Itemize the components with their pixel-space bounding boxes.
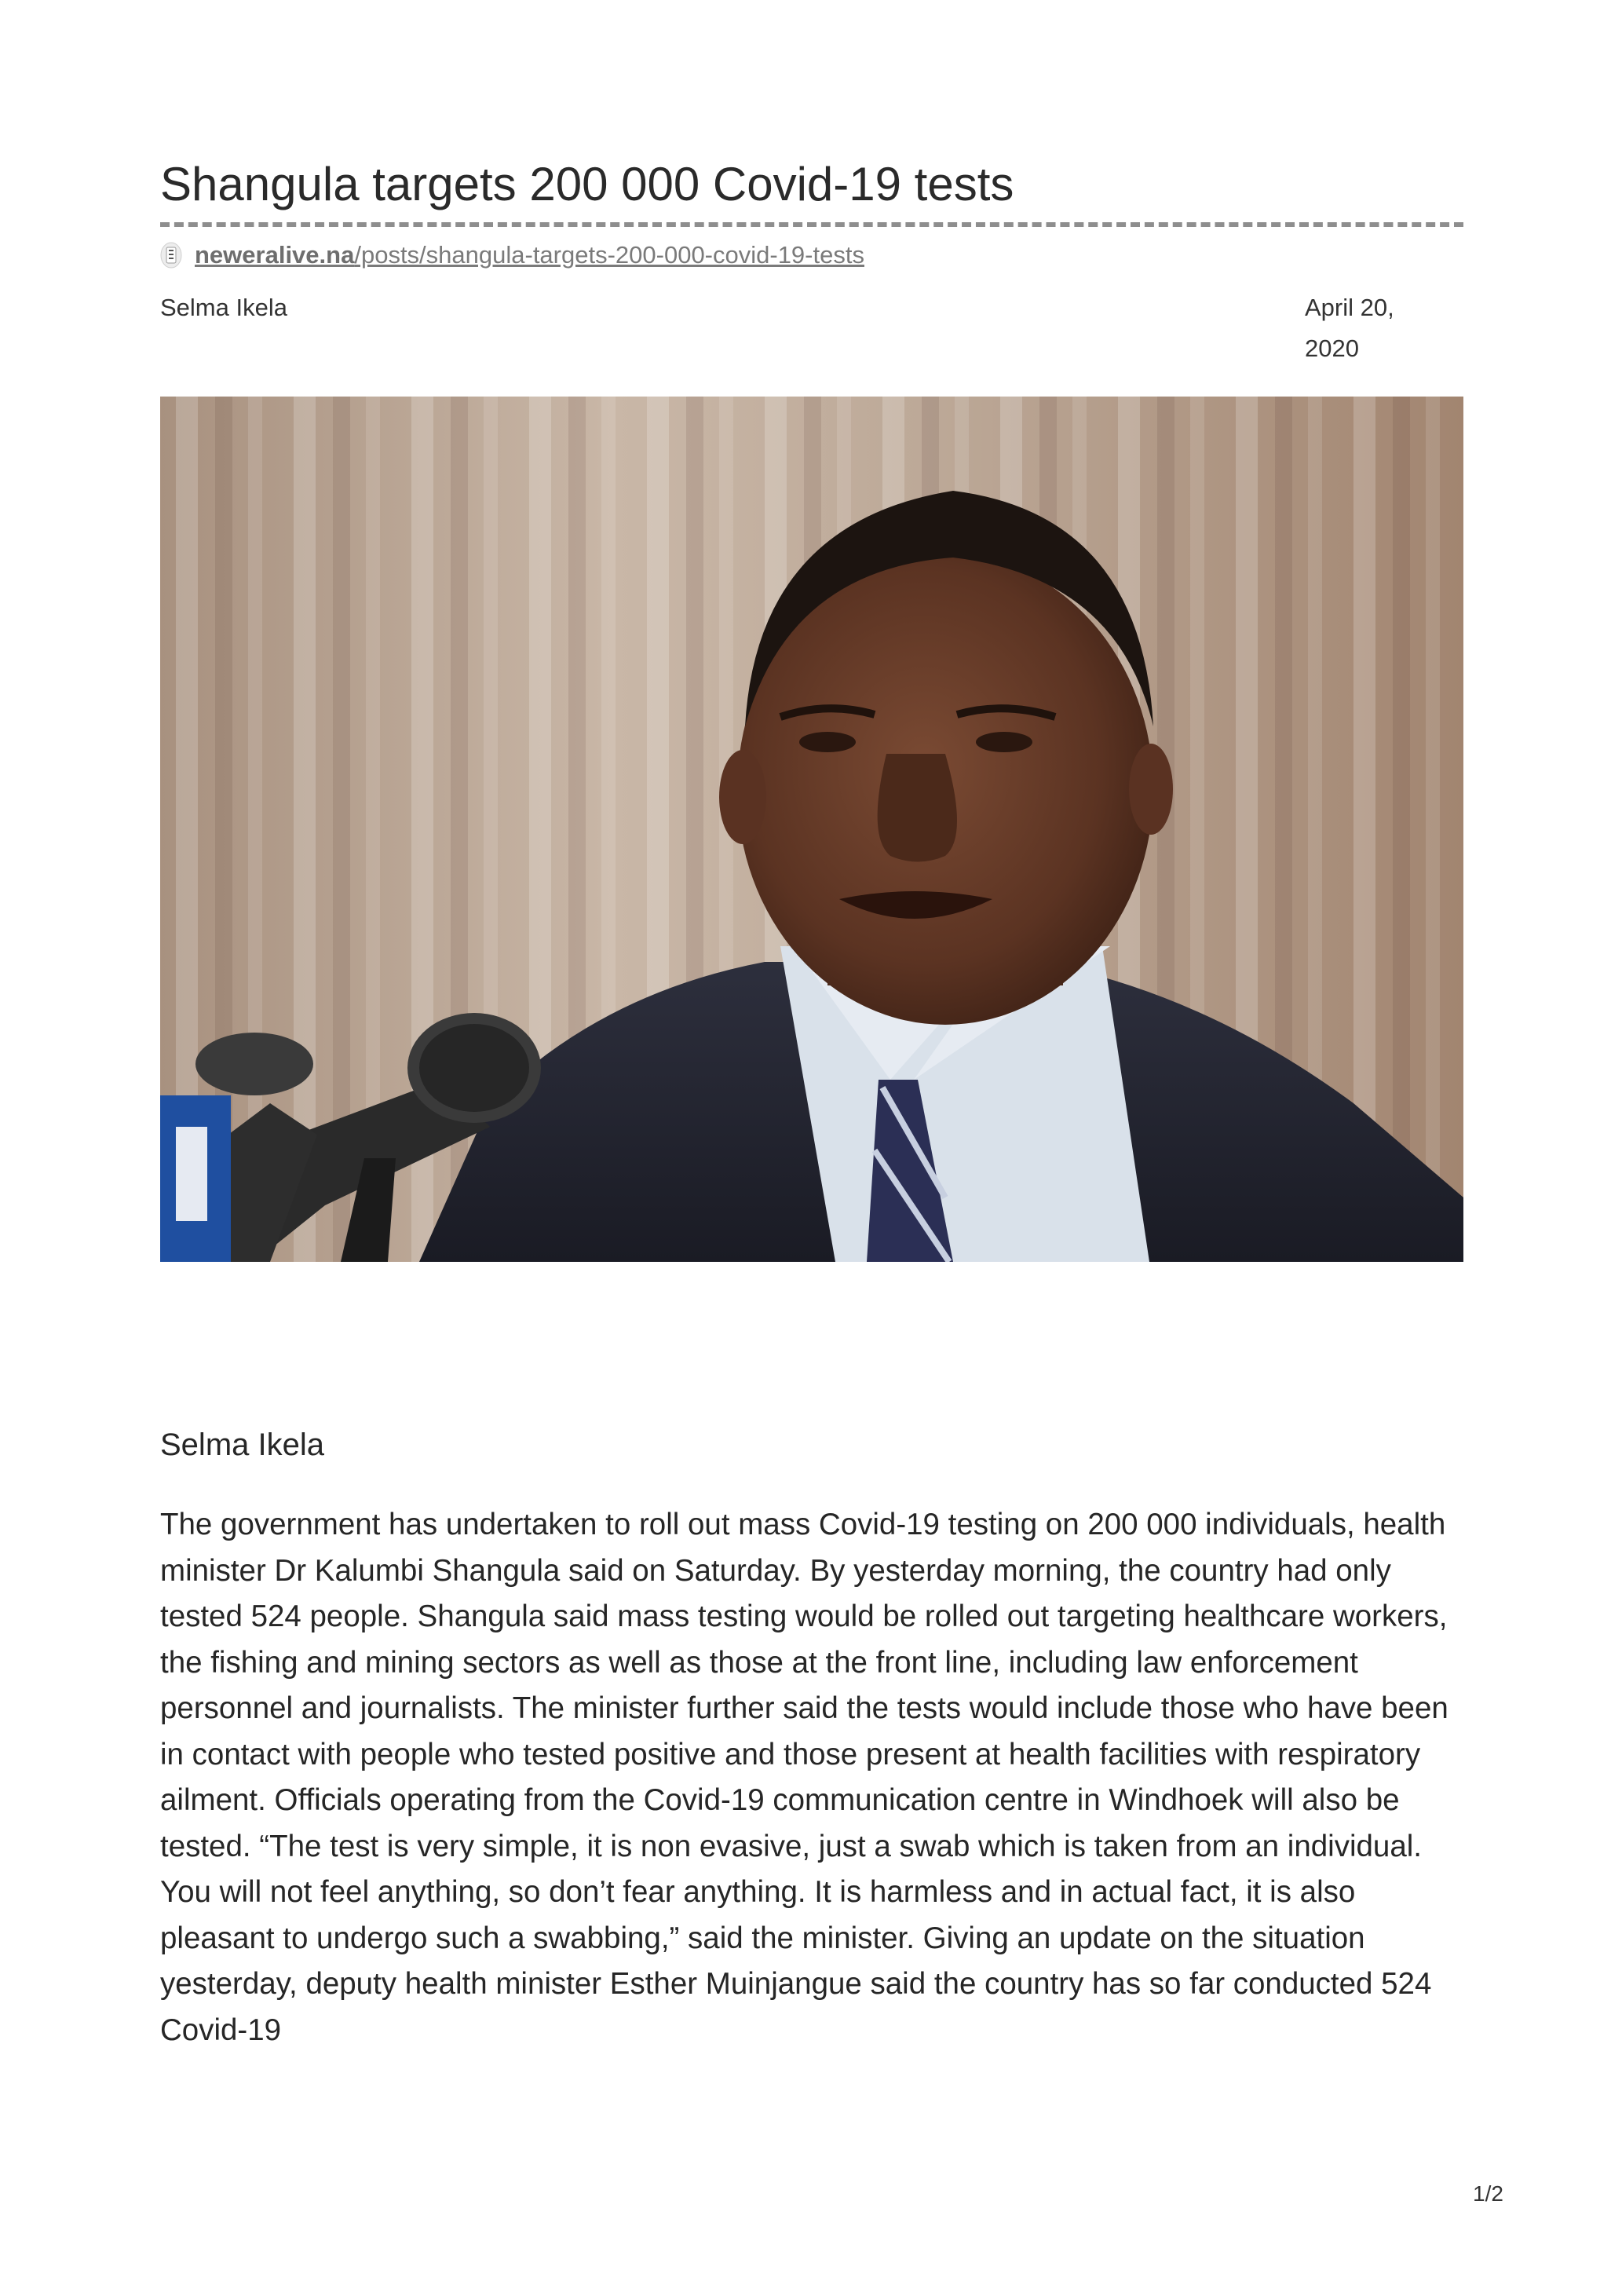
source-domain: neweralive.na bbox=[195, 241, 355, 269]
source-row bbox=[160, 236, 864, 275]
article-lead-author: Selma Ikela bbox=[160, 1428, 324, 1462]
source-path: /posts/shangula-targets-200-000-covid-19-tests bbox=[354, 241, 864, 269]
site-favicon-icon bbox=[160, 242, 182, 269]
source-link[interactable] bbox=[195, 241, 864, 269]
article-body: The government has undertaken to roll out mass Covid-19 testing on 200 000 individuals, health minister Dr Kalumbi Shangula said on Saturday. By yesterday morning, the country had only tested 524 people. Shangula said mass testing would be rolled out targeting healthcare workers, the fishing and mining sectors as well as those at the front line, including law enforcement personnel and journalists. The minister further said the tests would include those who have been in contact with people who tested positive and those present at health facilities with respiratory ailment. Officials operating from the Covid-19 communication centre in Windhoek will also be tested. “The test is very simple, it is non evasive, just a swab which is taken from an individual. You will not feel anything, so don’t fear anything. It is harmless and in actual fact, it is also pleasant to undergo such a swabbing,” said the minister. Giving an update on the situation yesterday, deputy health minister Esther Muinjangue said the country has so far conducted 524 Covid-19 bbox=[160, 1508, 1448, 2047]
page-title: Shangula targets 200 000 Covid-19 tests bbox=[160, 158, 1014, 210]
title-divider bbox=[160, 222, 1463, 227]
hero-photo bbox=[160, 397, 1463, 1262]
page-number: 1/2 bbox=[1473, 2181, 1503, 2206]
byline-author: Selma Ikela bbox=[160, 294, 287, 321]
publish-date: April 20, 2020 bbox=[1305, 294, 1394, 362]
